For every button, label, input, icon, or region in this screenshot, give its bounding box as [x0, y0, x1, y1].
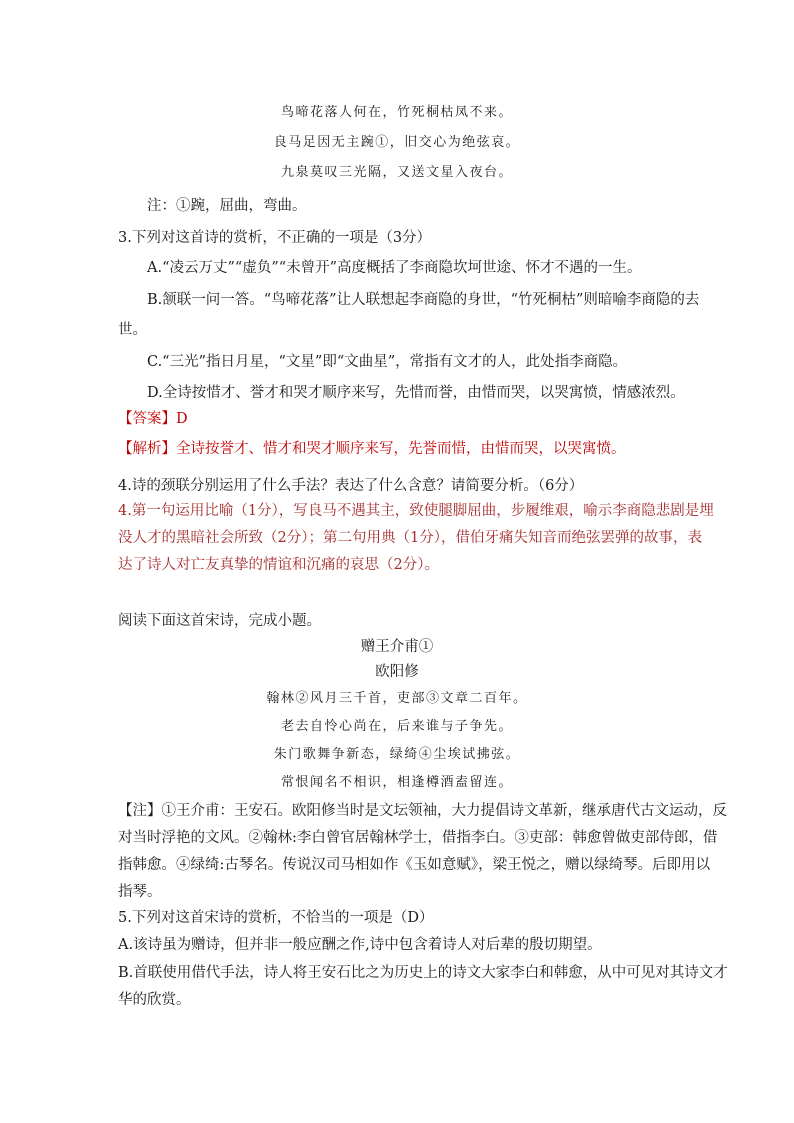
poem1-line-1: 鸟啼花落人何在，竹死桐枯凤不来。 [280, 105, 513, 120]
poem2-note-line3: 指韩愈。④绿绮:古琴名。传说汉司马相如作《玉如意赋》，梁王悦之，赠以绿绮琴。后即用以 [118, 857, 711, 873]
poem1-line-3: 九泉莫叹三光隔，又送文星入夜台。 [280, 165, 513, 180]
section2-intro: 阅读下面这首宋诗，完成小题。 [118, 613, 321, 629]
poem1-line-2: 良马足因无主踠①，旧交心为绝弦哀。 [273, 135, 521, 150]
q3-option-b-line2: 世。 [118, 322, 147, 338]
answer-tag: 【答案】 [118, 411, 176, 427]
poem2-line-1: 翰林②风月三千首，吏部③文章二百年。 [266, 691, 528, 706]
q3-option-b-line1: B.颔联一问一答。“鸟啼花落”让人联想起李商隐的身世，“竹死桐枯”则暗喻李商隐的去 [147, 292, 700, 308]
q5-option-a: A.该诗虽为赠诗，但并非一般应酬之作,诗中包含着诗人对后辈的殷切期望。 [118, 937, 602, 953]
q5-stem: 5.下列对这首宋诗的赏析，不恰当的一项是（D） [118, 910, 434, 926]
q3-answer [118, 409, 188, 429]
analysis-tag: 【解析】 [118, 441, 176, 457]
q3-analysis [118, 439, 626, 459]
q3-stem: 3.下列对这首诗的赏析，不正确的一项是（3分） [118, 230, 432, 246]
analysis-text: 全诗按誉才、惜才和哭才顺序来写，先誉而惜，由惜而哭，以哭寓愤。 [176, 441, 626, 457]
q3-option-a: A.“凌云万丈”“虚负”“未曾开”高度概括了李商隐坎坷世途、怀才不遇的一生。 [147, 260, 642, 276]
q5-option-b-line1: B.首联使用借代手法，诗人将王安石比之为历史上的诗文大家李白和韩愈，从中可见对其诗文才 [118, 965, 728, 981]
poem2-line-2: 老去自怜心尚在，后来谁与子争先。 [280, 719, 513, 734]
q4-answer-line3: 达了诗人对亡友真挚的情谊和沉痛的哀思（2分）。 [118, 557, 439, 573]
poem2-note-line4: 指琴。 [118, 884, 162, 900]
q3-option-d: D.全诗按惜才、誉才和哭才顺序来写，先惜而誉，由惜而哭，以哭寓愤，情感浓烈。 [147, 385, 685, 401]
q4-stem: 4.诗的颈联分别运用了什么手法？表达了什么含意？请简要分析。（6分） [118, 478, 584, 494]
poem2-line-3: 朱门歌舞争新态，绿绮④尘埃试拂弦。 [273, 747, 521, 762]
poem2-author: 欧阳修 [375, 664, 419, 680]
q3-option-c: C.“三光”指日月星，“文星”即“文曲星”，常指有文才的人，此处指李商隐。 [147, 354, 628, 370]
poem2-line-4: 常恨闻名不相识，相逢樽酒盍留连。 [280, 775, 513, 790]
q4-answer-line1: 4.第一句运用比喻（1分），写良马不遇其主，致使腿脚屈曲，步履维艰，喻示李商隐悲剧是埋 [118, 503, 714, 519]
q5-option-b-line2: 华的欣赏。 [118, 992, 191, 1008]
poem2-note-line2: 对当时浮艳的文风。②翰林:李白曾官居翰林学士，借指李白。③吏部：韩愈曾做吏部侍郎，借 [118, 830, 718, 846]
poem2-title: 赠王介甫① [360, 639, 434, 655]
q4-answer-line2: 没人才的黑暗社会所致（2分）；第二句用典（1分），借伯牙痛失知音而绝弦罢弹的故事，表 [118, 530, 702, 546]
poem1-note: 注：①踠，屈曲，弯曲。 [147, 198, 307, 214]
poem2-note-line1: 【注】①王介甫：王安石。欧阳修当时是文坛领袖，大力提倡诗文革新，继承唐代古文运动，反 [118, 803, 727, 819]
answer-value: D [176, 411, 188, 427]
